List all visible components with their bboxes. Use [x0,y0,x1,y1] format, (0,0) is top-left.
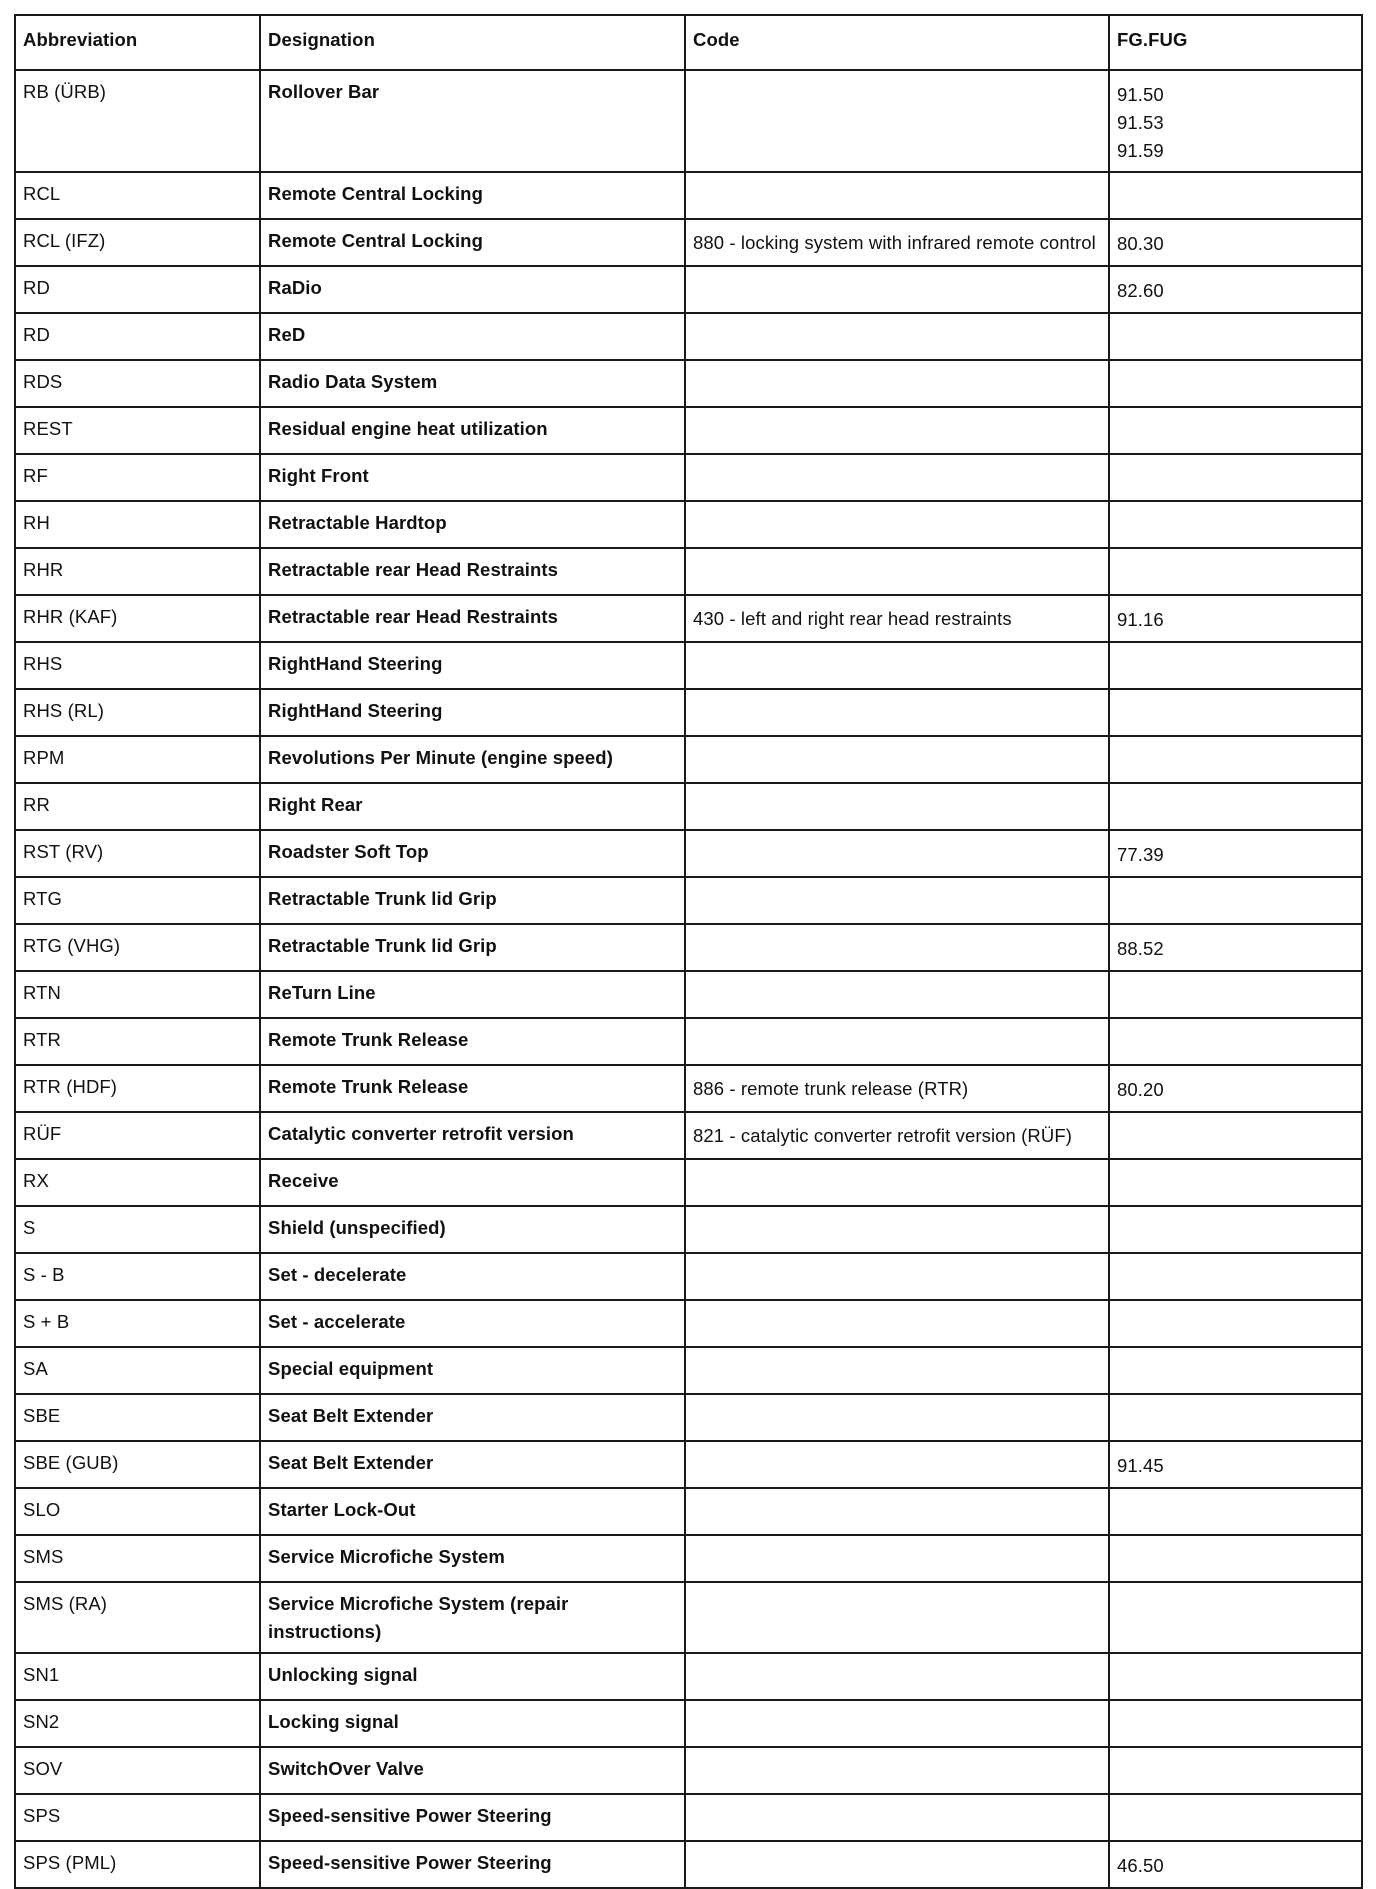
cell-code [685,736,1109,783]
cell-code [685,172,1109,219]
cell-fgfug: 91.16 [1109,595,1362,642]
cell-abbreviation: RTR (HDF) [15,1065,260,1112]
cell-fgfug [1109,1582,1362,1653]
cell-fgfug: 82.60 [1109,266,1362,313]
cell-designation: Special equipment [260,1347,685,1394]
cell-fgfug: 80.30 [1109,219,1362,266]
cell-abbreviation: RHR (KAF) [15,595,260,642]
table-header [15,15,1362,70]
cell-fgfug [1109,548,1362,595]
header-row [15,15,1362,70]
header-fgfug: FG.FUG [1109,15,1362,70]
table-row [15,501,1362,548]
cell-designation: Right Front [260,454,685,501]
cell-code [685,1700,1109,1747]
cell-fgfug: 46.50 [1109,1841,1362,1888]
cell-designation: Revolutions Per Minute (engine speed) [260,736,685,783]
cell-code [685,830,1109,877]
cell-code [685,1747,1109,1794]
cell-fgfug [1109,1300,1362,1347]
cell-abbreviation: SMS [15,1535,260,1582]
cell-designation: Retractable Trunk lid Grip [260,877,685,924]
table-row [15,595,1362,642]
cell-designation: SwitchOver Valve [260,1747,685,1794]
cell-code [685,642,1109,689]
cell-fgfug [1109,642,1362,689]
cell-abbreviation: RCL [15,172,260,219]
cell-fgfug [1109,689,1362,736]
cell-fgfug: 91.45 [1109,1441,1362,1488]
table-body [15,70,1362,1888]
cell-fgfug [1109,783,1362,830]
cell-fgfug [1109,971,1362,1018]
cell-designation: RightHand Steering [260,689,685,736]
cell-abbreviation: RTG (VHG) [15,924,260,971]
table-row [15,1535,1362,1582]
cell-designation: Retractable rear Head Restraints [260,548,685,595]
table-row [15,266,1362,313]
table-row [15,1206,1362,1253]
cell-code: 886 - remote trunk release (RTR) [685,1065,1109,1112]
cell-code [685,313,1109,360]
cell-designation: Remote Central Locking [260,172,685,219]
cell-abbreviation: RTN [15,971,260,1018]
cell-code [685,1300,1109,1347]
cell-designation: Radio Data System [260,360,685,407]
cell-fgfug [1109,1159,1362,1206]
cell-code [685,1582,1109,1653]
table-row [15,548,1362,595]
cell-designation: Retractable Hardtop [260,501,685,548]
table-row [15,1159,1362,1206]
cell-fgfug [1109,501,1362,548]
abbreviation-table [14,14,1363,1889]
cell-designation: Rollover Bar [260,70,685,172]
cell-fgfug [1109,172,1362,219]
cell-code [685,1206,1109,1253]
cell-abbreviation: SA [15,1347,260,1394]
cell-abbreviation: RHS [15,642,260,689]
cell-code [685,783,1109,830]
cell-designation: RightHand Steering [260,642,685,689]
cell-code [685,971,1109,1018]
cell-abbreviation: RPM [15,736,260,783]
table-row [15,1253,1362,1300]
cell-designation: Service Microfiche System [260,1535,685,1582]
table-row [15,1347,1362,1394]
cell-abbreviation: RTG [15,877,260,924]
cell-abbreviation: SN2 [15,1700,260,1747]
cell-abbreviation: REST [15,407,260,454]
cell-code [685,1441,1109,1488]
cell-abbreviation: SPS (PML) [15,1841,260,1888]
table-row [15,1441,1362,1488]
cell-designation: Locking signal [260,1700,685,1747]
cell-abbreviation: RB (ÜRB) [15,70,260,172]
cell-designation: Roadster Soft Top [260,830,685,877]
table-row [15,360,1362,407]
cell-designation: Set - accelerate [260,1300,685,1347]
table-row [15,783,1362,830]
cell-designation: Right Rear [260,783,685,830]
cell-designation: Residual engine heat utilization [260,407,685,454]
table-row [15,70,1362,172]
table-row [15,172,1362,219]
cell-code: 430 - left and right rear head restraints [685,595,1109,642]
cell-code [685,1159,1109,1206]
table-row [15,313,1362,360]
table-row [15,1794,1362,1841]
cell-abbreviation: SMS (RA) [15,1582,260,1653]
cell-abbreviation: RDS [15,360,260,407]
cell-code [685,70,1109,172]
cell-designation: Starter Lock-Out [260,1488,685,1535]
cell-code [685,1347,1109,1394]
header-designation: Designation [260,15,685,70]
cell-abbreviation: RST (RV) [15,830,260,877]
table-row [15,971,1362,1018]
cell-abbreviation: RTR [15,1018,260,1065]
cell-code [685,548,1109,595]
cell-code [685,1841,1109,1888]
cell-abbreviation: SBE [15,1394,260,1441]
cell-fgfug [1109,1700,1362,1747]
cell-code: 821 - catalytic converter retrofit version (RÜF) [685,1112,1109,1159]
cell-abbreviation: RF [15,454,260,501]
cell-designation: Speed-sensitive Power Steering [260,1841,685,1888]
cell-designation: ReTurn Line [260,971,685,1018]
table-row [15,642,1362,689]
cell-code [685,360,1109,407]
table-row [15,1582,1362,1653]
cell-abbreviation: RR [15,783,260,830]
cell-fgfug [1109,1794,1362,1841]
cell-designation: Remote Trunk Release [260,1018,685,1065]
cell-designation: Set - decelerate [260,1253,685,1300]
cell-designation: Remote Trunk Release [260,1065,685,1112]
cell-abbreviation: S + B [15,1300,260,1347]
cell-fgfug [1109,1747,1362,1794]
cell-designation: Service Microfiche System (repair instructions) [260,1582,685,1653]
cell-designation: RaDio [260,266,685,313]
table-row [15,924,1362,971]
table-row [15,1112,1362,1159]
cell-code [685,1394,1109,1441]
table-row [15,454,1362,501]
cell-designation: ReD [260,313,685,360]
cell-code [685,407,1109,454]
cell-fgfug [1109,1488,1362,1535]
cell-abbreviation: RD [15,266,260,313]
cell-abbreviation: SOV [15,1747,260,1794]
table-row [15,1488,1362,1535]
cell-designation: Seat Belt Extender [260,1394,685,1441]
cell-abbreviation: S - B [15,1253,260,1300]
cell-code [685,1488,1109,1535]
table-row [15,1394,1362,1441]
cell-code [685,501,1109,548]
cell-fgfug [1109,1018,1362,1065]
cell-abbreviation: RCL (IFZ) [15,219,260,266]
table-row [15,407,1362,454]
cell-abbreviation: RX [15,1159,260,1206]
cell-code [685,1535,1109,1582]
cell-fgfug [1109,877,1362,924]
cell-fgfug: 80.20 [1109,1065,1362,1112]
cell-fgfug [1109,1394,1362,1441]
table-row [15,877,1362,924]
cell-abbreviation: SLO [15,1488,260,1535]
cell-fgfug [1109,1347,1362,1394]
cell-fgfug [1109,1206,1362,1253]
cell-designation: Speed-sensitive Power Steering [260,1794,685,1841]
cell-designation: Shield (unspecified) [260,1206,685,1253]
cell-fgfug [1109,1535,1362,1582]
cell-fgfug [1109,360,1362,407]
cell-fgfug [1109,1653,1362,1700]
cell-fgfug [1109,1112,1362,1159]
table-row [15,1018,1362,1065]
cell-fgfug: 77.39 [1109,830,1362,877]
cell-abbreviation: RHR [15,548,260,595]
table-row [15,1841,1362,1888]
cell-abbreviation: SPS [15,1794,260,1841]
header-code: Code [685,15,1109,70]
cell-designation: Retractable Trunk lid Grip [260,924,685,971]
cell-abbreviation: RHS (RL) [15,689,260,736]
cell-fgfug: 91.50 91.53 91.59 [1109,70,1362,172]
cell-abbreviation: S [15,1206,260,1253]
cell-code [685,266,1109,313]
table-row [15,830,1362,877]
table-row [15,219,1362,266]
cell-code [685,454,1109,501]
cell-code [685,924,1109,971]
header-abbreviation: Abbreviation [15,15,260,70]
cell-code: 880 - locking system with infrared remote control [685,219,1109,266]
table-row [15,1700,1362,1747]
cell-fgfug: 88.52 [1109,924,1362,971]
cell-abbreviation: SN1 [15,1653,260,1700]
cell-abbreviation: RD [15,313,260,360]
cell-fgfug [1109,454,1362,501]
table-row [15,736,1362,783]
cell-code [685,1653,1109,1700]
cell-fgfug [1109,1253,1362,1300]
cell-designation: Remote Central Locking [260,219,685,266]
cell-designation: Catalytic converter retrofit version [260,1112,685,1159]
cell-designation: Receive [260,1159,685,1206]
table-row [15,1747,1362,1794]
cell-code [685,1253,1109,1300]
cell-fgfug [1109,313,1362,360]
cell-code [685,689,1109,736]
cell-abbreviation: SBE (GUB) [15,1441,260,1488]
cell-abbreviation: RH [15,501,260,548]
table-row [15,1653,1362,1700]
table-row [15,1300,1362,1347]
table-row [15,1065,1362,1112]
cell-designation: Retractable rear Head Restraints [260,595,685,642]
cell-code [685,1794,1109,1841]
cell-code [685,877,1109,924]
cell-designation: Seat Belt Extender [260,1441,685,1488]
cell-code [685,1018,1109,1065]
cell-abbreviation: RÜF [15,1112,260,1159]
cell-fgfug [1109,736,1362,783]
table-row [15,689,1362,736]
cell-designation: Unlocking signal [260,1653,685,1700]
cell-fgfug [1109,407,1362,454]
